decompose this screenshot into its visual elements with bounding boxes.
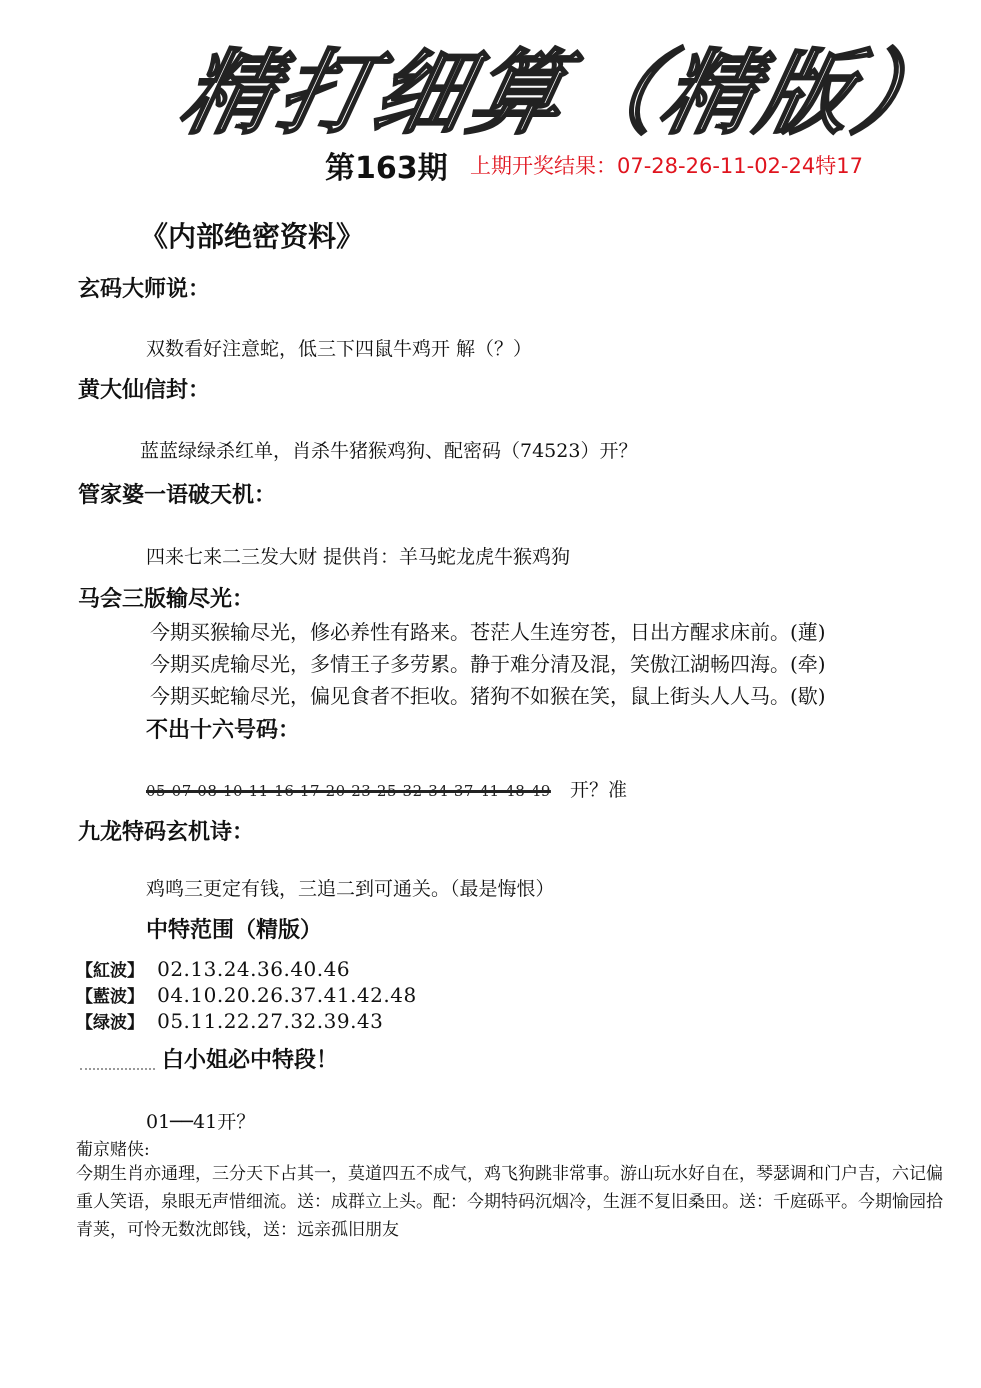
bai-heading: 白小姐必中特段！: [162, 1047, 339, 1073]
guanjia-text: 四来七来二三发大财 提供肖：羊马蛇龙虎牛猴鸡狗: [146, 546, 571, 568]
xuanma-text: 双数看好注意蛇，低三下四鼠牛鸡开 解（？）: [146, 338, 533, 360]
buchu-suffix: 开？准: [570, 779, 628, 801]
bai-text: 01──41开？: [146, 1111, 256, 1133]
jiulong-heading: 九龙特码玄机诗：: [78, 819, 255, 845]
huang-text: 蓝蓝绿绿杀红单，肖杀牛猪猴鸡狗、配密码（74523）开？: [140, 440, 638, 462]
wave-row-blue: [76, 982, 417, 1007]
pujing-text: 今期生肖亦通理，三分天下占其一，莫道四五不成气，鸡飞狗跳非常事。游山玩水好自在，琴瑟调和门户吉，六记偏重人笑语，泉眼无声惜细流。送：成群立上头。配：今期特码沉烟冷，生涯不复旧桑田。送：千庭砾平。今期愉园拾青荚，可怜无数沈郎钱，送：远亲孤旧朋友: [76, 1164, 943, 1240]
mahui-line: 今期买蛇输尽光，偏见食者不拒收。猪狗不如猴在笑，鼠上街头人人马。(歇): [150, 684, 826, 708]
wave-row-green: [76, 1008, 383, 1033]
buchu-heading: 不出十六号码：: [146, 717, 301, 743]
pujing-heading: 葡京赌侠:: [76, 1140, 150, 1160]
banner-title: 精打细算（精版）: [172, 40, 963, 147]
buchu-numbers: 05-07-08-10-11-16-17-20-23-25-32-34-37-41-48-49: [146, 782, 551, 800]
huang-heading: 黄大仙信封：: [78, 377, 211, 403]
mahui-heading: 马会三版输尽光：: [78, 586, 255, 612]
wave-label: 【紅波】: [76, 961, 144, 981]
last-result: 上期开奖结果：07-28-26-11-02-24特17: [470, 154, 863, 178]
wave-label: 【绿波】: [76, 1013, 144, 1033]
buchu-row: [146, 775, 627, 802]
mahui-line: 今期买猴输尽光，修必养性有路来。苍茫人生连穷苍，日出方醒求床前。(蓮): [150, 620, 826, 644]
guanjia-heading: 管家婆一语破天机：: [78, 482, 277, 508]
xuanma-heading: 玄码大师说：: [78, 276, 211, 302]
wave-numbers: 05.11.22.27.32.39.43: [157, 1009, 384, 1033]
jiulong-text: 鸡鸣三更定有钱，三追二到可通关。（最是悔恨）: [146, 878, 555, 900]
section-title: 《内部绝密资料》: [140, 220, 365, 253]
range-title: 中特范围（精版）: [146, 917, 323, 943]
issue-number: 第163期: [325, 151, 448, 186]
wave-row-red: [76, 956, 350, 981]
wave-label: 【藍波】: [76, 987, 144, 1007]
wave-numbers: 02.13.24.36.40.46: [157, 957, 351, 981]
mahui-line: 今期买虎输尽光，多情王子多劳累。静于难分清及混，笑傲江湖畅四海。(牵): [150, 652, 826, 676]
divider: [80, 1068, 155, 1070]
wave-numbers: 04.10.20.26.37.41.42.48: [157, 983, 417, 1007]
